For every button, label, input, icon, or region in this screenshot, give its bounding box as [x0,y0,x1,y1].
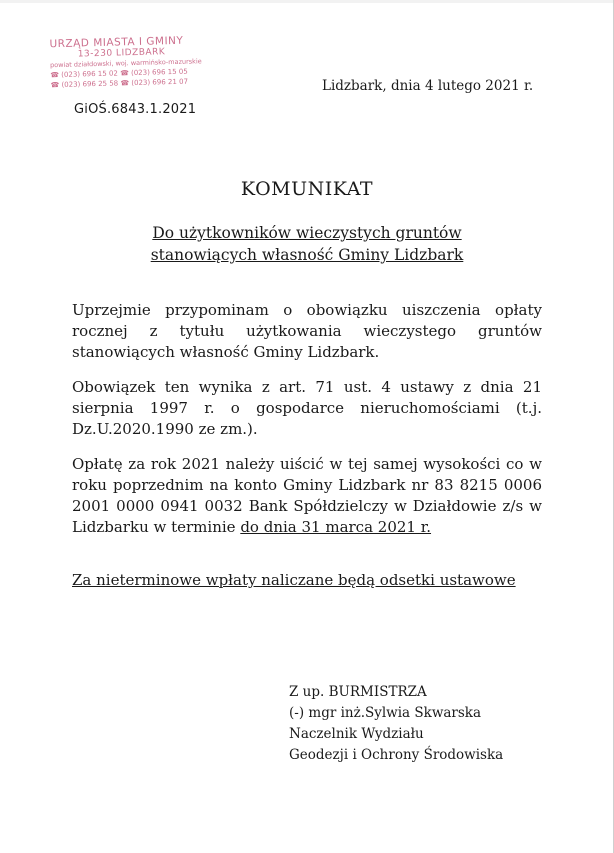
paragraph-interest-notice: Za nieterminowe wpłaty naliczane będą odsetki ustawowe [72,571,516,589]
stamp-line-phones-1: ☎ (023) 696 15 02 ☎ (023) 696 15 05 [50,67,188,80]
place-and-date: Lidzbark, dnia 4 lutego 2021 r. [322,78,534,94]
paragraph-payment-details [72,454,542,538]
paragraph-legal-basis: Obowiązek ten wynika z art. 71 ust. 4 ustawy z dnia 21 sierpnia 1997 r. o gospodarce nieruchomościami (t.j. Dz.U.2020.1990 ze zm.). [72,378,542,438]
office-stamp [49,34,220,90]
signature-authority: Z up. BURMISTRZA [289,684,427,700]
stamp-line-address: 13-230 LIDZBARK [77,47,166,60]
stamp-line-office: URZĄD MIASTA I GMINY [49,34,184,51]
payment-deadline: do dnia 31 marca 2021 r. [240,518,432,536]
subtitle-line-1: Do użytkowników wieczystych gruntów [152,224,462,242]
signature-department: Geodezji i Ochrony Środowiska [289,747,504,763]
subtitle-line-2: stanowiących własność Gminy Lidzbark [150,246,464,264]
document-subtitle [80,222,534,266]
signature-block [289,682,503,766]
signature-position: Naczelnik Wydziału [289,726,424,742]
paragraph-reminder: Uprzejmie przypominam o obowiązku uiszczenia opłaty rocznej z tytułu użytkowania wieczystego gruntów stanowiących własność Gminy Lidzbark. [72,301,542,361]
reference-number: GiOŚ.6843.1.2021 [74,102,197,117]
page-top-edge [0,0,614,3]
stamp-line-phones-2: ☎ (023) 696 25 58 ☎ (023) 696 21 07 [50,77,189,90]
document-title: KOMUNIKAT [240,178,374,200]
signature-name: (-) mgr inż.Sylwia Skwarska [289,705,482,721]
payment-details-text: Opłatę za rok 2021 należy uiścić w tej samej wysokości co w roku poprzednim na konto Gminy Lidzbark nr 83 8215 0006 2001 0000 0941 0032 Bank Spółdzielczy w Działdowie z/s w Lidzbarku w terminie [72,455,542,536]
stamp-line-region: powiat działdowski, woj. warmińsko-mazurskie [49,57,202,70]
